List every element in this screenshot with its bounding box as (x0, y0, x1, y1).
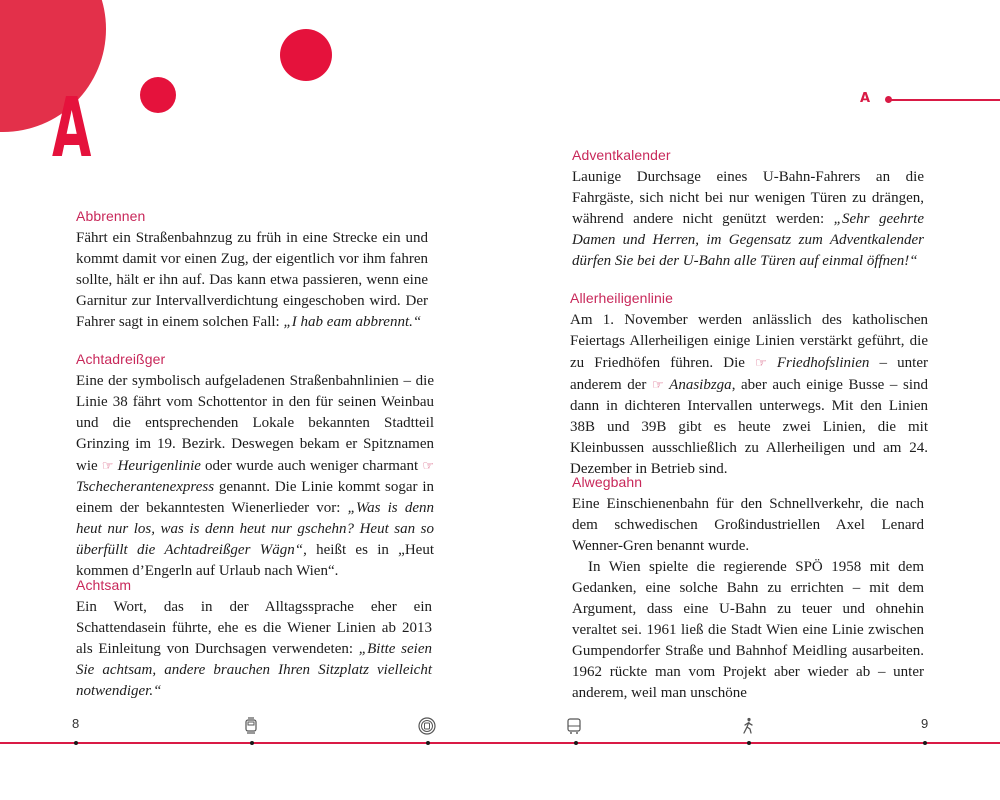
tram-icon (241, 716, 261, 736)
entry-text: Eine Einschienenbahn für den Schnellverkehr, die nach dem schwedischen Großindustriellen Axel Lenard Wenner-Gren benannt wurde. (572, 496, 924, 554)
page-number: 8 (72, 716, 80, 731)
cross-reference[interactable]: Friedhofslinien (776, 355, 870, 371)
chapter-letter: A (52, 81, 92, 176)
footer-dot (426, 741, 430, 745)
entry-title: Abbrennen (76, 208, 146, 224)
entry-text: Launige Durchsage eines U-Bahn-Fahrers an die Fahrgäste, sich nicht bei nur wenigen Türen zu drängen, während andere nicht genützt werden: „Sehr geehrte Damen und Herren, im Gegensatz zum Adventkalender dürfen Sie bei der U-Bahn alle Türen auf einmal öffnen!“ (572, 169, 924, 269)
entry-achtsam (76, 575, 432, 702)
entry-abbrennen (76, 206, 428, 333)
entry-adventkalender (572, 145, 924, 272)
cross-reference[interactable]: Anasibzga (669, 377, 732, 393)
entry-title: Allerheiligenlinie (570, 290, 673, 306)
entry-title: Achtsam (76, 577, 132, 593)
entry-text: Fährt ein Straßenbahnzug zu früh in eine Strecke ein und kommt damit vor einen Zug, der eigentlich vor ihm fahren sollte, hält er ihn auf. Das kann etwa passieren, wenn eine Garnitur zur Intervallverdichtung eingeschoben wird. Der Fahrer sagt in einem solchen Fall: „I hab eam abbrennt.“ (76, 230, 428, 330)
footer-dot (747, 741, 751, 745)
entry-text: Eine der symbolisch aufgeladenen Straßenbahnlinien – die Linie 38 fährt vom Schottentor in den für seinen Weinbau und die entsprechenden Lokale bekannten Stadtteil Grinzing im 19. Bezirk. Deswegen bekam er Spitznamen wie ☞ Heurigenlinie oder wurde auch weniger charmant ☞ Tschecherantenexpress genannt. Die Linie kommt sogar in einem der bekanntesten Wienerlieder vor: „Was is denn heut nur los, was is denn heut nur gschehn? Heut san so überfüllt die Achtadreißger Wägn“, heißt es in „Heut kommen d’Engerln auf Urlaub nach Wien“. (76, 373, 434, 579)
reference-arrow-icon: ☞ (422, 458, 434, 473)
reference-arrow-icon: ☞ (755, 355, 767, 370)
footer-dot (250, 741, 254, 745)
reference-arrow-icon: ☞ (651, 377, 664, 392)
entry-title: Adventkalender (572, 147, 671, 163)
decorative-circle-medium (280, 29, 332, 81)
entry-title: Achtadreißger (76, 351, 166, 367)
header-rule (890, 99, 1000, 101)
cross-reference[interactable]: Heurigenlinie (117, 458, 201, 474)
page-number: 9 (921, 716, 929, 731)
running-header-letter: A (859, 91, 870, 106)
entry-title: Alwegbahn (572, 474, 643, 490)
entry-alwegbahn (572, 472, 924, 704)
reference-arrow-icon: ☞ (101, 458, 114, 473)
footer-dot (74, 741, 78, 745)
pedestrian-icon (738, 716, 758, 736)
footer-dot (574, 741, 578, 745)
entry-text: Ein Wort, das in der Alltagssprache eher ein Schattendasein führte, ehe es die Wiener Linien ab 2013 als Einleitung von Durchsagen verwendeten: „Bitte seien Sie achtsam, andere brauchen Ihren Sitzplatz vielleicht notwendiger.“ (76, 599, 432, 699)
cross-reference[interactable]: Tschecherantenexpress (76, 479, 215, 495)
bus-icon (564, 716, 584, 736)
right-page (500, 0, 1000, 800)
entry-text: Am 1. November werden anlässlich des katholischen Feiertags Allerheiligen einige Linien verstärkt geführt, die zu Friedhöfen führen. Die ☞ Friedhofslinien – unter anderem der ☞ Anasibzga, aber auch einige Busse – sind dann in dichteren Intervallen unterwegs. Mit den Linien 38B und 39B gibt es heute zwei Linien, die mit Kleinbussen ausschließlich zu Allerheiligen und am 24. Dezember in Betrieb sind. (570, 312, 928, 477)
entry-text-continued: In Wien spielte die regierende SPÖ 1958 mit dem Gedanken, eine solche Bahn zu errichten – mit dem Argument, dass eine U-Bahn zu teuer und ohnehin veraltet sei. 1961 ließ die Stadt Wien eine Linie zwischen Gumpendorfer Straße und Bahnhof Meidling ausarbeiten. 1962 rückte man vom Projekt aber wieder ab – unter anderem, weil man unschöne (572, 559, 924, 701)
footer-dot (923, 741, 927, 745)
entry-achtadreissger (76, 349, 434, 582)
entry-allerheiligenlinie (570, 288, 928, 480)
subway-tunnel-icon (417, 716, 437, 736)
decorative-circle-small (140, 77, 176, 113)
